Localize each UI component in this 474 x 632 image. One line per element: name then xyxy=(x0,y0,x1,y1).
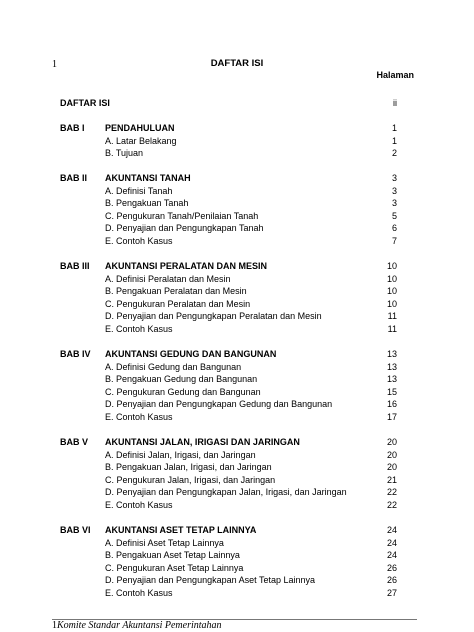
toc-item-page: 24 xyxy=(386,537,397,548)
toc-item-title: C. Pengukuran Aset Tetap Lainnya xyxy=(105,562,244,573)
toc-item[interactable] xyxy=(0,499,474,511)
toc-chapter-number: BAB II xyxy=(60,173,87,183)
toc-item[interactable] xyxy=(0,197,474,209)
toc-chapter-title: PENDAHULUAN xyxy=(105,123,175,133)
toc-item[interactable] xyxy=(0,449,474,461)
toc-item-page: 20 xyxy=(386,449,397,460)
toc-item-page: 3 xyxy=(391,185,397,196)
toc-chapter-page: 13 xyxy=(386,349,397,359)
toc-chapter-heading[interactable] xyxy=(0,436,474,448)
toc-item-page: 10 xyxy=(386,273,397,284)
toc-item-page: 11 xyxy=(387,323,397,334)
toc-item-title: B. Pengakuan Jalan, Irigasi, dan Jaringan xyxy=(105,462,272,472)
toc-item-title: C. Pengukuran Jalan, Irigasi, dan Jaringan xyxy=(105,474,276,485)
toc-item[interactable] xyxy=(0,398,474,410)
toc-item-title: D. Penyajian dan Pengungkapan Jalan, Irigasi, dan Jaringan xyxy=(105,487,347,497)
toc-item[interactable] xyxy=(0,298,474,310)
toc-chapter-page: 24 xyxy=(386,525,397,535)
toc-item-page: 22 xyxy=(386,487,397,497)
toc-item-title: A. Definisi Peralatan dan Mesin xyxy=(105,273,231,284)
toc-item-page: 17 xyxy=(386,411,397,422)
toc-item-title: E. Contoh Kasus xyxy=(105,235,173,246)
toc-item-title: B. Tujuan xyxy=(105,148,144,158)
toc-chapter-title: AKUNTANSI TANAH xyxy=(105,173,191,183)
toc-chapter-title: AKUNTANSI PERALATAN DAN MESIN xyxy=(105,261,267,271)
toc-chapter-heading[interactable] xyxy=(0,524,474,536)
toc-item-page: 5 xyxy=(391,210,397,221)
toc-chapter-page: 10 xyxy=(386,261,397,271)
toc-item-title: E. Contoh Kasus xyxy=(105,323,173,334)
toc-top-entry[interactable] xyxy=(0,97,474,109)
toc-item-title: C. Pengukuran Gedung dan Bangunan xyxy=(105,386,261,397)
toc-item-page: 6 xyxy=(391,223,397,233)
toc-chapter-heading[interactable] xyxy=(0,172,474,184)
toc-chapter-page: 1 xyxy=(391,123,397,133)
toc-item-page: 26 xyxy=(386,562,397,573)
toc-item[interactable] xyxy=(0,411,474,423)
toc-item-page: 15 xyxy=(386,386,397,397)
toc-item-title: D. Penyajian dan Pengungkapan Aset Tetap Lainnya xyxy=(105,575,315,585)
toc-item-title: B. Pengakuan Peralatan dan Mesin xyxy=(105,286,247,296)
toc-item-title: B. Pengakuan Tanah xyxy=(105,198,189,208)
toc-chapter-heading[interactable] xyxy=(0,260,474,272)
toc-chapter-title: AKUNTANSI ASET TETAP LAINNYA xyxy=(105,525,257,535)
toc-item[interactable] xyxy=(0,235,474,247)
toc-item[interactable] xyxy=(0,486,474,498)
toc-item-page: 22 xyxy=(386,499,397,510)
toc-item[interactable] xyxy=(0,135,474,147)
toc-item[interactable] xyxy=(0,323,474,335)
page-title: DAFTAR ISI xyxy=(210,58,264,69)
toc-item[interactable] xyxy=(0,537,474,549)
toc-item-page: 20 xyxy=(386,462,397,472)
toc-item-title: A. Latar Belakang xyxy=(105,135,177,146)
toc-item-title: A. Definisi Jalan, Irigasi, dan Jaringan xyxy=(105,449,256,460)
toc-chapter-number: BAB III xyxy=(60,261,90,271)
toc-item[interactable] xyxy=(0,147,474,159)
toc-item-page: 10 xyxy=(386,298,397,309)
toc-item-page: 21 xyxy=(386,474,397,485)
toc-top-entry-label: DAFTAR ISI xyxy=(60,98,110,108)
toc-item[interactable] xyxy=(0,386,474,398)
toc-item-page: 10 xyxy=(386,286,397,296)
page-marker: 1 xyxy=(52,59,57,70)
toc-item[interactable] xyxy=(0,185,474,197)
toc-item[interactable] xyxy=(0,285,474,297)
toc-item-title: E. Contoh Kasus xyxy=(105,499,173,510)
toc-chapter-heading[interactable] xyxy=(0,348,474,360)
toc-chapter-title: AKUNTANSI JALAN, IRIGASI DAN JARINGAN xyxy=(105,437,300,447)
toc-item-title: B. Pengakuan Aset Tetap Lainnya xyxy=(105,550,240,560)
toc-item-page: 3 xyxy=(391,198,397,208)
footer-text: Komite Standar Akuntansi Pemerintahan xyxy=(57,620,222,631)
toc-item[interactable] xyxy=(0,361,474,373)
toc-item-page: 27 xyxy=(386,587,397,598)
toc-item-title: A. Definisi Gedung dan Bangunan xyxy=(105,361,242,372)
toc-item[interactable] xyxy=(0,562,474,574)
toc-item-page: 11 xyxy=(387,311,397,321)
toc-chapter-title: AKUNTANSI GEDUNG DAN BANGUNAN xyxy=(105,349,277,359)
toc-item[interactable] xyxy=(0,474,474,486)
toc-item-page: 16 xyxy=(386,399,397,409)
toc-item-title: B. Pengakuan Gedung dan Bangunan xyxy=(105,374,258,384)
footer-marker: 1 xyxy=(52,620,57,631)
toc-item-title: A. Definisi Aset Tetap Lainnya xyxy=(105,537,224,548)
toc-item[interactable] xyxy=(0,273,474,285)
toc-item-page: 13 xyxy=(386,361,397,372)
toc-chapter-page: 3 xyxy=(391,173,397,183)
toc-item-title: E. Contoh Kasus xyxy=(105,411,173,422)
toc-item-page: 2 xyxy=(391,148,397,158)
toc-item-title: D. Penyajian dan Pengungkapan Peralatan dan Mesin xyxy=(105,311,322,321)
toc-item-title: E. Contoh Kasus xyxy=(105,587,173,598)
toc-chapter-number: BAB VI xyxy=(60,525,91,535)
footer xyxy=(52,620,222,631)
toc-item[interactable] xyxy=(0,587,474,599)
toc-item[interactable] xyxy=(0,222,474,234)
toc-item[interactable] xyxy=(0,210,474,222)
toc-item-title: C. Pengukuran Tanah/Penilaian Tanah xyxy=(105,210,259,221)
toc-item[interactable] xyxy=(0,461,474,473)
toc-item[interactable] xyxy=(0,574,474,586)
toc-item[interactable] xyxy=(0,373,474,385)
toc-item[interactable] xyxy=(0,549,474,561)
toc-item-page: 1 xyxy=(391,135,397,146)
toc-top-entry-page: ii xyxy=(393,98,397,108)
toc-chapter-page: 20 xyxy=(386,437,397,447)
toc-item-title: A. Definisi Tanah xyxy=(105,185,173,196)
toc-item[interactable] xyxy=(0,310,474,322)
toc-item-page: 24 xyxy=(386,550,397,560)
toc-chapter-heading[interactable] xyxy=(0,122,474,134)
toc-item-title: D. Penyajian dan Pengungkapan Tanah xyxy=(105,223,264,233)
toc-chapter-number: BAB IV xyxy=(60,349,91,359)
toc-item-page: 7 xyxy=(391,235,397,246)
toc-chapter-number: BAB I xyxy=(60,123,85,133)
page-column-label: Halaman xyxy=(376,70,414,80)
toc-item-title: C. Pengukuran Peralatan dan Mesin xyxy=(105,298,251,309)
toc-chapter-number: BAB V xyxy=(60,437,89,447)
toc-item-page: 13 xyxy=(386,374,397,384)
toc-item-page: 26 xyxy=(386,575,397,585)
toc-item-title: D. Penyajian dan Pengungkapan Gedung dan Bangunan xyxy=(105,399,333,409)
